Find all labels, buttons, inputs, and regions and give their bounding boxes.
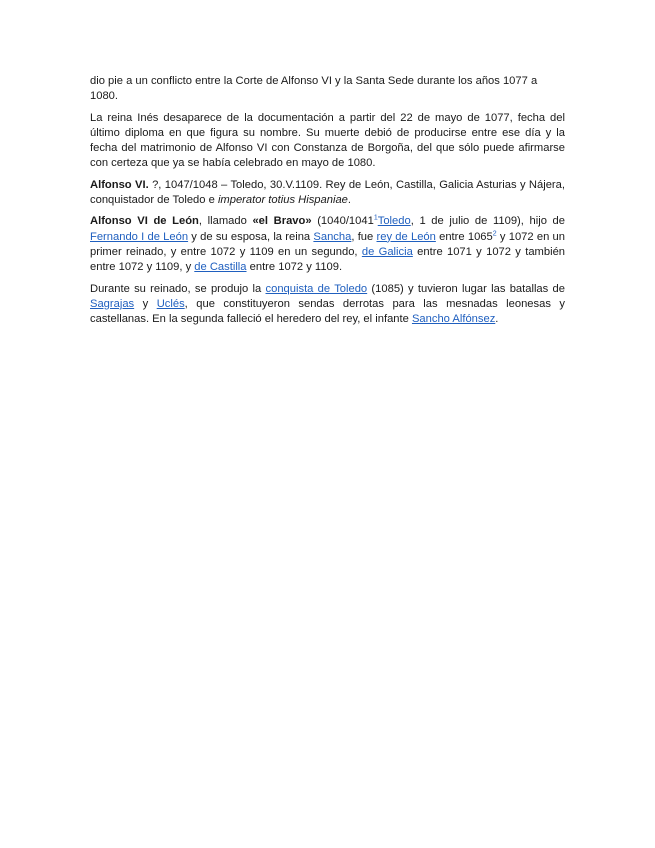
biography-name: Alfonso VI. (90, 178, 149, 191)
intro-text-8: entre 1071 y 1072 y también entre 1072 y 1109, y (90, 245, 566, 274)
link-sagrajas[interactable]: Sagrajas (90, 297, 135, 310)
paragraph-reign (90, 282, 565, 328)
biography-summary-end: . (347, 194, 352, 207)
link-de-castilla[interactable]: de Castilla (194, 261, 247, 274)
paragraph-conflict-text: dio pie a un conflicto entre la Corte de Alfonso VI y la Santa Sede durante los años 1077 a 1080. (90, 75, 538, 103)
reign-text-3: y (134, 297, 157, 310)
link-toledo[interactable]: Toledo (377, 215, 411, 228)
paragraph-queen-ines (90, 111, 565, 172)
footnote-ref-2[interactable]: 2 (492, 229, 497, 237)
nickname: «el Bravo» (252, 215, 312, 228)
link-conquista-de-toledo[interactable]: conquista de Toledo (265, 282, 368, 295)
intro-text-9: entre 1072 y 1109. (246, 261, 343, 274)
alfonso-full-name: Alfonso VI de León (90, 215, 199, 228)
footnote-ref-1[interactable]: 1 (373, 214, 378, 222)
intro-text-2: (1040/1041 (311, 215, 374, 228)
paragraph-alfonso-intro (90, 214, 565, 275)
reign-text-1: Durante su reinado, se produjo la (90, 282, 266, 295)
reign-text-5: . (495, 313, 499, 326)
document-page (90, 74, 565, 333)
paragraph-conflict (90, 74, 565, 105)
paragraph-biography-summary (90, 178, 565, 209)
paragraph-queen-ines-text: La reina Inés desaparece de la documentación a partir del 22 de mayo de 1077, fecha del último diploma en que figura su nombre. Su muerte debió de producirse entre ese día y la fecha del matrimonio de Alfonso VI con Constanza de Borgoña, del que sólo puede afirmarse con certeza que ya se había celebrado en mayo de 1080. (90, 111, 565, 170)
link-rey-de-leon[interactable]: rey de León (376, 230, 436, 243)
link-sancha[interactable]: Sancha (313, 230, 352, 243)
reign-text-4: , que constituyeron sendas derrotas para las mesnadas leonesas y castellanas. En la segunda falleció el heredero del rey, el infante (90, 297, 565, 326)
reign-text-2: (1085) y tuvieron lugar las batallas de (367, 282, 565, 295)
intro-text-6: entre 1065 (435, 230, 493, 243)
intro-text-7: y 1072 en un primer reinado, y entre 1072 y 1109 en un segundo, (90, 230, 565, 258)
link-sancho-alfonsez[interactable]: Sancho Alfónsez (411, 313, 496, 326)
intro-text-3: , 1 de julio de 1109), hijo de (410, 215, 566, 228)
link-de-galicia[interactable]: de Galicia (361, 245, 413, 258)
biography-summary-text: ?, 1047/1048 – Toledo, 30.V.1109. Rey de León, Castilla, Galicia Asturias y Nájera, conquistador de Toledo e (90, 178, 565, 207)
intro-text-5: , fue (351, 230, 377, 243)
link-ucles[interactable]: Uclés (156, 297, 185, 310)
link-fernando-i[interactable]: Fernando I de León (90, 230, 189, 243)
imperial-title: imperator totius Hispaniae (217, 194, 348, 207)
intro-text-4: y de su esposa, la reina (188, 230, 314, 243)
intro-text-1: , llamado (198, 215, 253, 228)
